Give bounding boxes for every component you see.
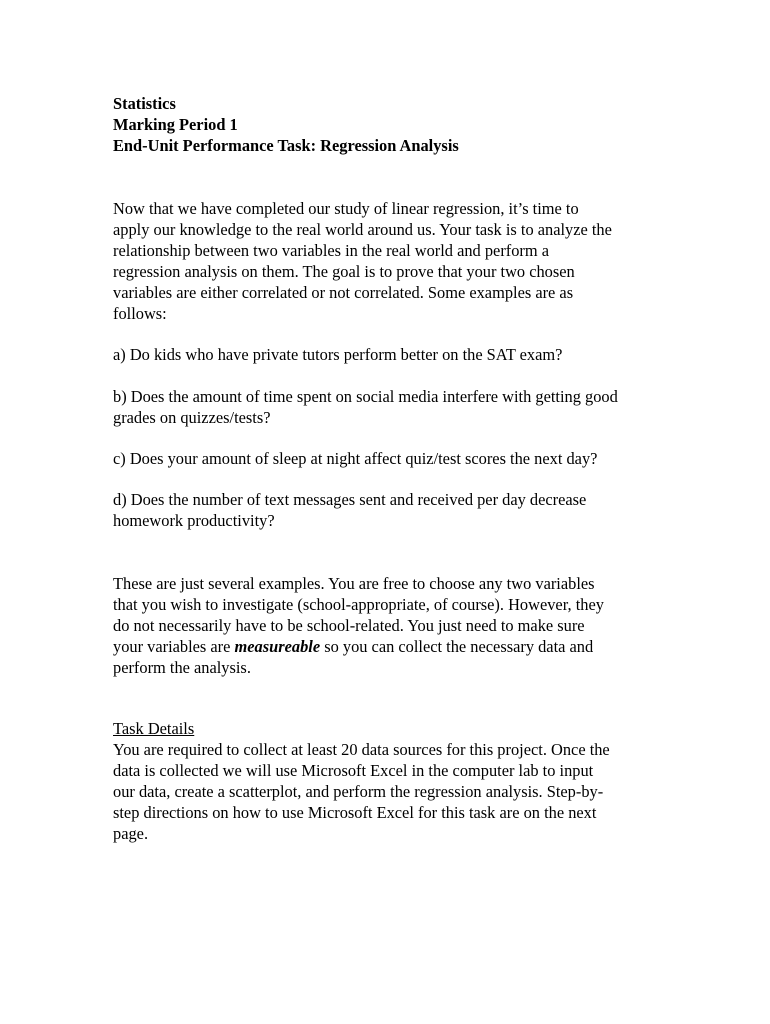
example-line: a) Do kids who have private tutors perform better on the SAT exam? [113,345,563,364]
choice-line: These are just several examples. You are free to choose any two variables [113,574,595,593]
choice-line-with-emphasis [113,636,661,657]
task-details-line: our data, create a scatterplot, and perform the regression analysis. Step-by- [113,782,604,801]
document-header [113,93,673,156]
task-details-line: You are required to collect at least 20 data sources for this project. Once the [113,740,610,759]
course-title: Statistics [113,94,176,113]
task-details-section [113,718,661,844]
intro-line: apply our knowledge to the real world around us. Your task is to analyze the [113,220,612,239]
choice-line: do not necessarily have to be school-related. You just need to make sure [113,616,585,635]
example-d [113,489,661,531]
choice-line-after: so you can collect the necessary data and [320,637,594,656]
example-b [113,386,661,428]
task-title: End-Unit Performance Task: Regression Analysis [113,136,459,155]
example-line: c) Does your amount of sleep at night affect quiz/test scores the next day? [113,449,598,468]
intro-line: Now that we have completed our study of linear regression, it’s time to [113,199,579,218]
task-details-line: page. [113,824,149,843]
intro-line: relationship between two variables in the real world and perform a [113,241,550,260]
choice-paragraph [113,573,661,678]
intro-line: regression analysis on them. The goal is to prove that your two chosen [113,262,575,281]
intro-line: variables are either correlated or not correlated. Some examples are as [113,283,574,302]
choice-line: that you wish to investigate (school-appropriate, of course). However, they [113,595,604,614]
measureable-emphasis: measureable [234,637,321,656]
task-details-line: data is collected we will use Microsoft Excel in the computer lab to input [113,761,594,780]
example-line: grades on quizzes/tests? [113,408,271,427]
choice-line-before: your variables are [113,637,235,656]
intro-line: follows: [113,304,167,323]
marking-period: Marking Period 1 [113,115,238,134]
choice-line: perform the analysis. [113,658,251,677]
task-details-line: step directions on how to use Microsoft Excel for this task are on the next [113,803,597,822]
example-a [113,344,661,365]
task-details-heading: Task Details [113,719,195,738]
example-line: homework productivity? [113,511,275,530]
example-line: b) Does the amount of time spent on social media interfere with getting good [113,387,618,406]
example-line: d) Does the number of text messages sent and received per day decrease [113,490,587,509]
intro-paragraph [113,198,661,324]
example-c [113,448,661,469]
